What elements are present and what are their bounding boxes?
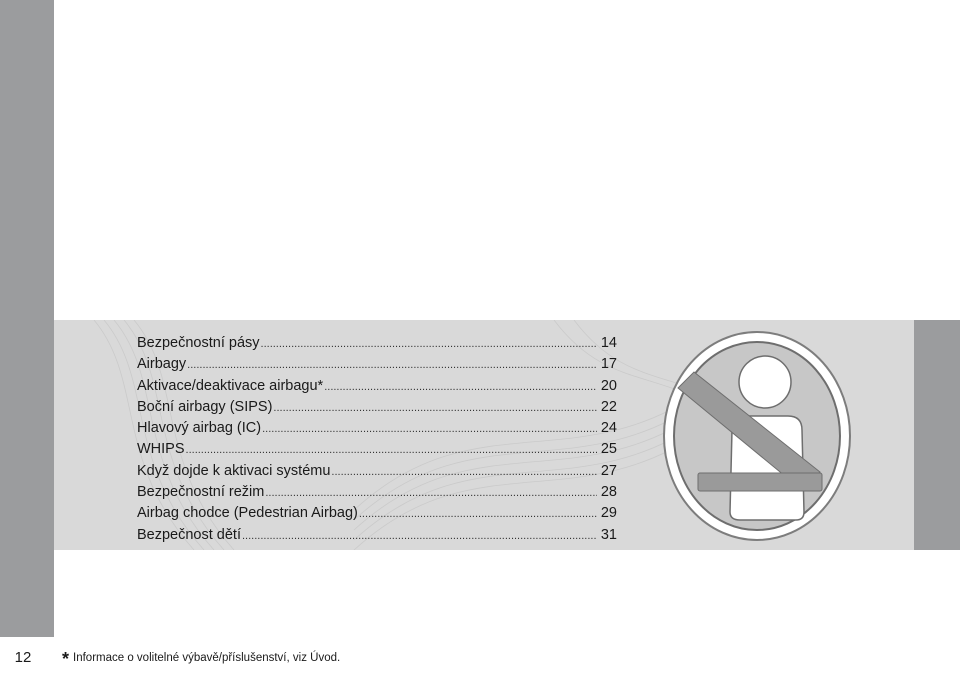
dot-leader bbox=[273, 398, 597, 419]
toc-entry[interactable] bbox=[137, 354, 617, 375]
seatbelt-person-icon bbox=[662, 330, 852, 542]
toc-entry-page: 20 bbox=[600, 377, 617, 394]
toc-entry-page: 31 bbox=[600, 526, 617, 543]
page-number: 12 bbox=[14, 649, 32, 666]
dot-leader bbox=[242, 526, 597, 547]
footnote-text: Informace o volitelné výbavě/příslušenství, viz Úvod. bbox=[73, 652, 341, 664]
toc-entry[interactable] bbox=[137, 503, 617, 524]
toc-entry-page: 29 bbox=[600, 505, 617, 522]
toc-entry-page: 28 bbox=[600, 484, 617, 501]
table-of-contents bbox=[137, 333, 617, 546]
left-side-bar bbox=[0, 0, 54, 678]
toc-entry[interactable] bbox=[137, 333, 617, 354]
toc-entry-page: 14 bbox=[600, 335, 617, 351]
toc-entry[interactable] bbox=[137, 482, 617, 503]
toc-entry-page: 17 bbox=[600, 356, 617, 373]
toc-entry-page: 24 bbox=[600, 420, 617, 437]
toc-entry[interactable] bbox=[137, 461, 617, 482]
toc-entry-label: Když dojde k aktivaci systému bbox=[137, 462, 331, 479]
footnote bbox=[62, 649, 340, 670]
dot-leader bbox=[187, 355, 597, 376]
toc-entry-page: 22 bbox=[600, 398, 617, 415]
toc-entry-label: Boční airbagy (SIPS) bbox=[137, 398, 273, 415]
dot-leader bbox=[359, 504, 597, 525]
toc-entry[interactable] bbox=[137, 525, 617, 546]
toc-entry-label: Aktivace/deaktivace airbagu* bbox=[137, 377, 324, 394]
toc-entry-label: Airbagy bbox=[137, 356, 187, 373]
dot-leader bbox=[265, 483, 597, 504]
toc-entry-label: WHIPS bbox=[137, 441, 185, 458]
toc-entry-label: Bezpečnostní režim bbox=[137, 484, 265, 501]
dot-leader bbox=[186, 440, 597, 461]
footnote-marker: * bbox=[62, 649, 70, 669]
dot-leader bbox=[262, 419, 597, 440]
toc-entry[interactable] bbox=[137, 397, 617, 418]
toc-entry-label: Hlavový airbag (IC) bbox=[137, 420, 262, 437]
right-tab bbox=[914, 320, 960, 550]
toc-entry-label: Airbag chodce (Pedestrian Airbag) bbox=[137, 505, 358, 522]
dot-leader bbox=[261, 334, 597, 355]
toc-entry-page: 25 bbox=[600, 441, 617, 458]
toc-entry-page: 27 bbox=[600, 462, 617, 479]
dot-leader bbox=[324, 377, 597, 398]
toc-entry-label: Bezpečnostní pásy bbox=[137, 335, 260, 351]
toc-entry[interactable] bbox=[137, 439, 617, 460]
toc-entry[interactable] bbox=[137, 418, 617, 439]
toc-entry[interactable] bbox=[137, 376, 617, 397]
dot-leader bbox=[331, 462, 597, 483]
toc-entry-label: Bezpečnost dětí bbox=[137, 526, 241, 543]
